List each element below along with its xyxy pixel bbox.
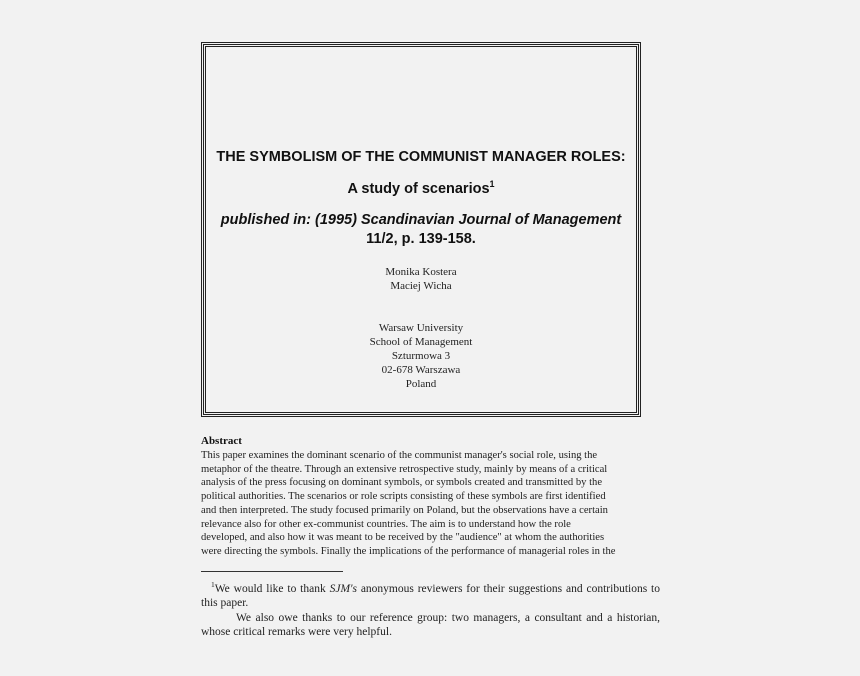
- footnote-marker: 1: [489, 179, 495, 189]
- authors: [204, 265, 638, 293]
- abstract-line: developed, and also how it was meant to be received by the "audience" at whom the authorities: [201, 532, 605, 544]
- affiliation-line: Poland: [405, 378, 437, 390]
- abstract-body: [201, 449, 661, 559]
- abstract-heading: Abstract: [201, 435, 242, 447]
- title-box: [201, 42, 641, 417]
- footnote-divider: [201, 571, 343, 572]
- footnote-marker: 1: [211, 580, 215, 589]
- abstract-line: political authorities. The scenarios or role scripts consisting of these symbols are first identified: [201, 491, 606, 503]
- abstract-line: metaphor of the theatre. Through an extensive retrospective study, mainly by means of a critical: [201, 463, 608, 475]
- affiliation-line: Szturmowa 3: [391, 350, 451, 362]
- paper-title: THE SYMBOLISM OF THE COMMUNIST MANAGER ROLES:: [216, 149, 626, 165]
- abstract-line: analysis of the press focusing on dominant symbols, or symbols created and transmitted by the: [201, 477, 603, 489]
- footnote-text: We would like to thank: [214, 582, 330, 595]
- publication-info: published in: (1995) Scandinavian Journal of Management: [220, 212, 622, 228]
- affiliation-line: 02-678 Warszawa: [381, 364, 461, 376]
- abstract-line: This paper examines the dominant scenario of the communist manager's social role, using the: [201, 450, 598, 461]
- affiliation-line: School of Management: [369, 336, 473, 348]
- footnote-2: We also owe thanks to our reference group: two managers, a consultant and a historian, whose critical remarks were very helpful.: [201, 611, 660, 639]
- footnotes: [201, 578, 660, 640]
- footnote-text: anonymous reviewers for their suggestions and contributions to this paper.: [201, 582, 660, 610]
- subtitle-text: A study of scenarios: [347, 180, 490, 197]
- paper-subtitle: [204, 179, 638, 197]
- author-name: Monika Kostera: [385, 266, 457, 278]
- abstract-line: and then interpreted. The study focused primarily on Poland, but the observations have a certain: [201, 504, 608, 516]
- journal-abbreviation: SJM's: [329, 582, 357, 595]
- publication-pages: 11/2, p. 139-158.: [366, 231, 476, 247]
- abstract-line: relevance also for other ex-communist countries. The aim is to understand how the role: [201, 518, 571, 530]
- affiliation-line: Warsaw University: [378, 322, 464, 334]
- author-name: Maciej Wicha: [390, 280, 452, 292]
- abstract-line: were directing the symbols. Finally the implications of the performance of managerial roles in the: [201, 545, 616, 557]
- footnote-1: [201, 578, 660, 611]
- affiliation: [204, 321, 638, 391]
